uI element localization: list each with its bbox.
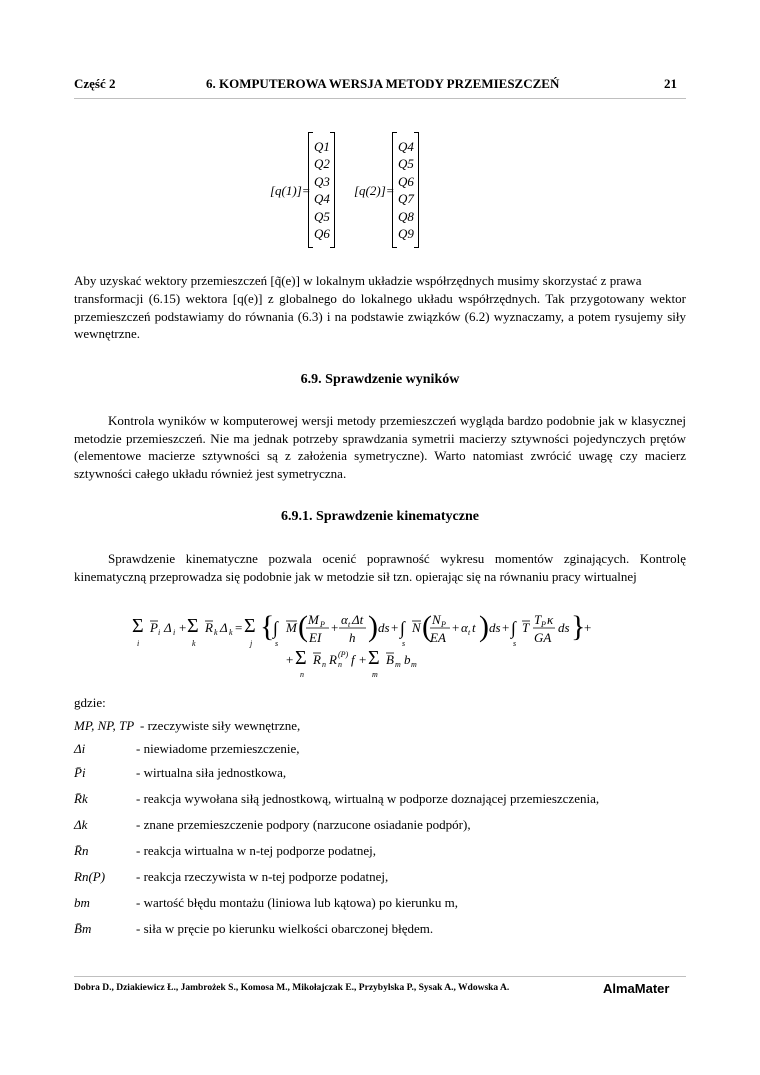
svg-text:s: s [402,639,406,648]
svg-text:Σ: Σ [295,647,307,669]
svg-text:t: t [472,620,476,635]
svg-text:EI: EI [309,630,322,645]
vector-entry: Q4 [314,191,330,207]
svg-text:i: i [137,639,140,648]
svg-text:+: + [391,620,399,635]
svg-text:i: i [158,628,161,637]
section-title-6-9-1: 6.9.1. Sprawdzenie kinematyczne [281,509,479,524]
vector-entry: Q7 [398,191,414,207]
svg-text:M: M [308,612,319,627]
svg-text:i: i [173,628,176,637]
svg-text:t: t [468,628,471,637]
svg-text:T: T [534,612,542,627]
definition-symbol: R̄n [74,843,89,858]
header-page-number: 21 [664,76,677,91]
definition-text: - reakcja wywołana siłą jednostkową, wirtualną w podporze doznającej przemieszczenia, [136,791,600,806]
vector-q2 [354,132,424,252]
header-part: Część 2 [74,76,116,91]
svg-text:f: f [351,652,355,667]
header-chapter: 6. KOMPUTEROWA WERSJA METODY PRZEMIESZCZEŃ [206,76,560,91]
svg-text:GA: GA [534,630,552,645]
svg-text:m: m [395,660,401,669]
svg-text:N: N [412,620,421,635]
svg-text:Δt: Δt [352,612,364,627]
svg-text:Σ: Σ [132,615,144,637]
vector-q1-label: [q(1)]= [270,183,311,198]
svg-text:Σ: Σ [187,615,199,637]
header-divider [74,98,686,99]
svg-text:+: + [179,620,187,635]
svg-text:ds: ds [489,620,501,635]
definition-row [74,867,686,887]
svg-text:+: + [584,620,592,635]
vector-entry: Q5 [314,208,330,224]
definition-symbol: P̄i [74,765,86,780]
vector-q2-left-bracket [392,132,397,248]
definition-symbol: Rn(P) [74,869,106,884]
footer-divider [74,976,686,977]
svg-text:ds: ds [378,620,390,635]
vector-q1-right-bracket [330,132,335,248]
definition-row [74,716,686,736]
svg-text:ds: ds [558,620,570,635]
svg-text:): ) [479,610,489,643]
svg-text:+: + [359,652,367,667]
svg-text:P: P [150,620,158,635]
svg-text:R: R [329,652,337,667]
definitions-intro-text: gdzie: [74,695,106,710]
svg-text:+: + [502,620,510,635]
svg-text:(: ( [298,610,308,643]
svg-text:N: N [432,612,441,627]
footer-brand-logo: AlmaMater [603,981,670,996]
vector-entry: Q9 [398,225,414,241]
svg-text:+: + [286,652,294,667]
svg-text:n: n [300,670,304,679]
vector-q2-entries [398,138,414,242]
svg-text:j: j [250,639,253,648]
vector-entry: Q6 [314,225,330,241]
vector-q2-label: [q(2)]= [354,183,395,198]
definition-text: - znane przemieszczenie podpory (narzucone osiadanie podpór), [136,817,471,832]
svg-text:M: M [286,620,297,635]
definition-text: - niewiadome przemieszczenie, [136,741,300,756]
vector-entry: Q5 [398,156,414,172]
paragraph-results-check: Kontrola wyników w komputerowej wersji metody przemieszczeń wygląda bardzo podobnie jak w klasycznej metodzie przemieszczeń. Nie ma jednak potrzeby sprawdzania symetrii macierzy sztywności pojedynczych prętów (elementowe macierze sztywności są z założenia symetryczne). Warto natomiast zwrócić uwagę czy macierz sztywności całego układu również jest symetryczna. [74,413,686,481]
vector-entry: Q6 [398,173,414,189]
svg-text:+: + [331,620,339,635]
virtual-work-equation [110,604,640,680]
vector-q1 [270,132,340,252]
svg-text:R: R [205,620,213,635]
svg-text:h: h [349,630,356,645]
definition-symbol: B̄m [74,921,92,936]
svg-text:b: b [404,652,411,667]
definition-text: - rzeczywiste siły wewnętrzne, [140,718,301,733]
definition-text: - reakcja rzeczywista w n-tej podporze podatnej, [136,869,389,884]
svg-text:R: R [313,652,321,667]
definition-symbol: bm [74,895,90,910]
definitions-intro [74,693,686,713]
definition-row [74,815,686,835]
svg-text:B: B [386,652,394,667]
formula-svg [110,604,640,680]
vector-q1-left-bracket [308,132,313,248]
definition-symbol: Δk [74,817,88,832]
definition-text: - wirtualna siła jednostkowa, [136,765,287,780]
svg-text:s: s [275,639,279,648]
definition-row [74,893,686,913]
svg-text:∫: ∫ [400,618,405,638]
svg-text:n: n [338,660,342,669]
definition-text: - reakcja wirtualna w n-tej podporze podatnej, [136,843,377,858]
svg-text:Δ: Δ [220,620,228,635]
paragraph-kinematic-check: Sprawdzenie kinematyczne pozwala ocenić poprawność wykresu momentów zginających. Kontrolę kinematyczną przeprowadza się podobnie jak w metodzie sił tzn. opierając się na równaniu pracy wirtualnej [74,551,686,584]
svg-text:α: α [461,620,468,635]
svg-text:m: m [411,660,417,669]
vector-entry: Q4 [398,139,414,154]
svg-text:t: t [348,620,351,629]
definition-row [74,739,686,759]
svg-text:}: } [571,610,586,643]
svg-text:(P): (P) [338,650,349,659]
vector-entry: Q3 [314,173,330,189]
vector-entry: Q2 [314,156,330,172]
svg-text:∫: ∫ [511,618,516,638]
definition-symbol: R̄k [74,791,88,806]
svg-text:P: P [541,620,546,629]
svg-text:(: ( [422,610,432,643]
svg-text:=: = [235,620,243,635]
svg-text:EA: EA [430,630,446,645]
svg-text:k: k [229,628,233,637]
definition-text: - siła w pręcie po kierunku wielkości obarczonej błędem. [136,921,434,936]
svg-text:+: + [452,620,460,635]
footer-authors: Dobra D., Dziakiewicz Ł., Jambrożek S., Komosa M., Mikołajczak E., Przybylska P., Sysak A., Wdowska A. [74,983,510,993]
definition-text: - wartość błędu montażu (liniowa lub kątowa) po kierunku m, [136,895,459,910]
paragraph-transformation: transformacji (6.15) wektora [q(e)] z globalnego do lokalnego układu współrzędnych. Tak przygotowany wektor przemieszczeń podstawiamy do równania (6.3) i na podstawie związków (6.2) wyznaczamy, a potem rysujemy siły wewnętrzne. [74,291,686,341]
vector-entry: Q1 [314,139,330,154]
svg-text:∫: ∫ [273,618,278,638]
svg-text:{: { [260,610,275,643]
svg-text:Σ: Σ [368,647,380,669]
svg-text:P: P [320,620,325,629]
svg-text:κ: κ [547,612,554,627]
svg-text:): ) [368,610,378,643]
paragraph-transformation-line1: Aby uzyskać wektory przemieszczeń [q̃(e)] w lokalnym układzie współrzędnych musimy skorzystać z prawa [74,273,642,288]
svg-text:k: k [192,639,196,648]
svg-text:P: P [441,620,446,629]
svg-text:k: k [214,628,218,637]
svg-text:s: s [513,639,517,648]
vector-q2-right-bracket [414,132,419,248]
section-title-6-9: 6.9. Sprawdzenie wyników [300,372,460,387]
definition-row [74,789,686,809]
svg-text:m: m [372,670,378,679]
definition-row [74,841,686,861]
definition-row [74,919,686,939]
svg-text:T: T [522,620,530,635]
svg-text:Σ: Σ [244,615,256,637]
definition-symbol: Δi [74,741,86,756]
svg-text:α: α [341,612,348,627]
vector-q1-entries [314,138,330,242]
definition-symbol: MP, NP, TP [74,718,135,733]
svg-text:Δ: Δ [164,620,172,635]
vector-entry: Q8 [398,208,414,224]
definition-row [74,763,686,783]
svg-text:n: n [322,660,326,669]
